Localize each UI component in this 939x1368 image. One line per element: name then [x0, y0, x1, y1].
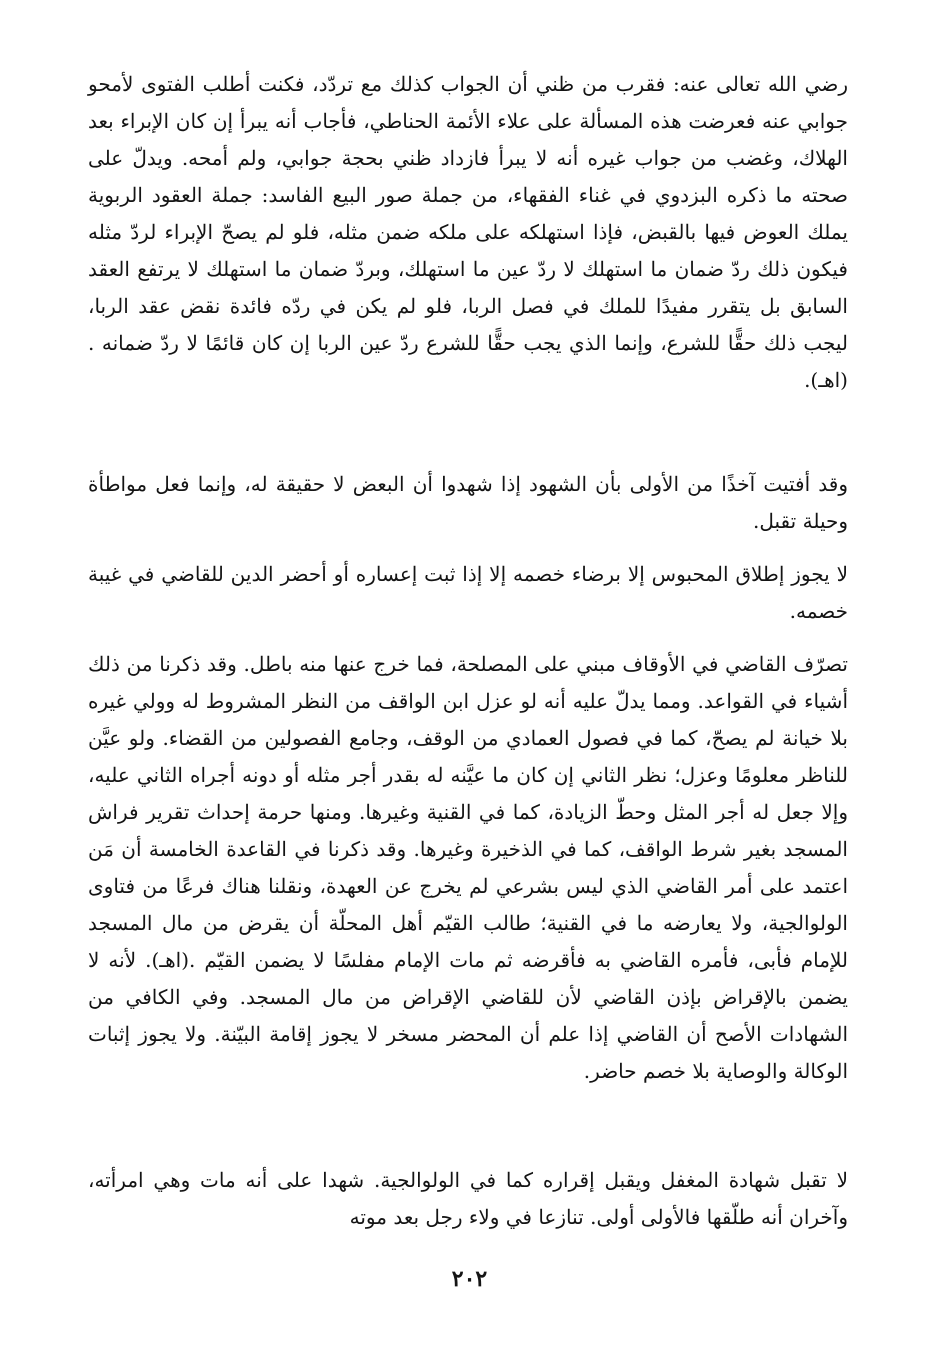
paragraph-1 — [88, 66, 848, 399]
paragraph-5-text: لا تقبل شهادة المغفل ويقبل إقراره كما في الولوالجية. شهدا على أنه مات وهي امرأته، وآخران أنه طلّقها فالأولى أولى. تنازعا في ولاء رجل بعد موته — [88, 1168, 848, 1229]
paragraph-1-text: رضي الله تعالى عنه: فقرب من ظني أن الجواب كذلك مع تردّد، فكنت أطلب الفتوى لأمحو جوابي عنه فعرضت هذه المسألة على علاء الأئمة الحناطي، فأجاب أنه يبرأ إن كان الإبراء بعد الهلاك، وغضب من جواب غيره أنه لا يبرأ فازداد ظني بحجة جوابي، ولم أمحه. ويدلّ على صحته ما ذكره البزدوي في غناء الفقهاء، من جملة صور البيع الفاسد: جملة العقود الربوية يملك العوض فيها بالقبض، فإذا استهلكه على ملكه ضمن مثله، فلو لم يصحّ الإبراء لردّ مثله فيكون ذلك ردّ ضمان ما استهلك لا ردّ عين ما استهلك، وبردّ ضمان ما استهلك لا يرتفع العقد السابق بل يتقرر مفيدًا للملك في فصل الربا، فلو لم يكن في ردّه فائدة نقض عقد الربا، ليجب ذلك حقًّا للشرع، وإنما الذي يجب حقًّا للشرع ردّ عين الربا إن كان قائمًا لا ردّ ضمانه .(اهـ). — [88, 72, 848, 392]
page-number: ٢٠٢ — [451, 1266, 488, 1292]
paragraph-4 — [88, 646, 848, 1090]
paragraph-3 — [88, 556, 848, 630]
paragraph-5 — [88, 1162, 848, 1236]
paragraph-2 — [88, 466, 848, 540]
paragraph-2-text: وقد أفتيت آخذًا من الأولى بأن الشهود إذا شهدوا أن البعض لا حقيقة له، وإنما فعل مواطأة وحيلة تقبل. — [88, 472, 848, 533]
paragraph-3-text: لا يجوز إطلاق المحبوس إلا برضاء خصمه إلا إذا ثبت إعساره أو أحضر الدين للقاضي في غيبة خصمه. — [88, 562, 848, 623]
paragraph-4-text: تصرّف القاضي في الأوقاف مبني على المصلحة، فما خرج عنها منه باطل. وقد ذكرنا من ذلك أشياء في القواعد. ومما يدلّ عليه أنه لو عزل ابن الواقف من النظر المشروط له وولي غيره بلا خيانة لم يصحّ، كما في فصول العمادي من الوقف، وجامع الفصولين من القضاء. ولو عيَّن للناظر معلومًا وعزل؛ نظر الثاني إن كان ما عيَّنه له بقدر أجر مثله أو دونه أجراه الثاني عليه، وإلا جعل له أجر المثل وحطّ الزيادة، كما في القنية وغيرها. ومنها حرمة إحداث تقرير فراش المسجد بغير شرط الواقف، كما في الذخيرة وغيرها. وقد ذكرنا في القاعدة الخامسة أن مَن اعتمد على أمر القاضي الذي ليس بشرعي لم يخرج عن العهدة، ونقلنا هناك فرعًا من فتاوى الولوالجية، ولا يعارضه ما في القنية؛ طالب القيّم أهل المحلّة أن يقرض من مال المسجد للإمام فأبى، فأمره القاضي به فأقرضه ثم مات الإمام مفلسًا لا يضمن القيّم .(اهـ). لأنه لا يضمن بالإقراض بإذن القاضي لأن للقاضي الإقراض من مال المسجد. وفي الكافي من الشهادات الأصح أن القاضي إذا علم أن المحضر مسخر لا يجوز إقامة البيّنة. ولا يجوز إثبات الوكالة والوصاية بلا خصم حاضر. — [88, 652, 848, 1083]
